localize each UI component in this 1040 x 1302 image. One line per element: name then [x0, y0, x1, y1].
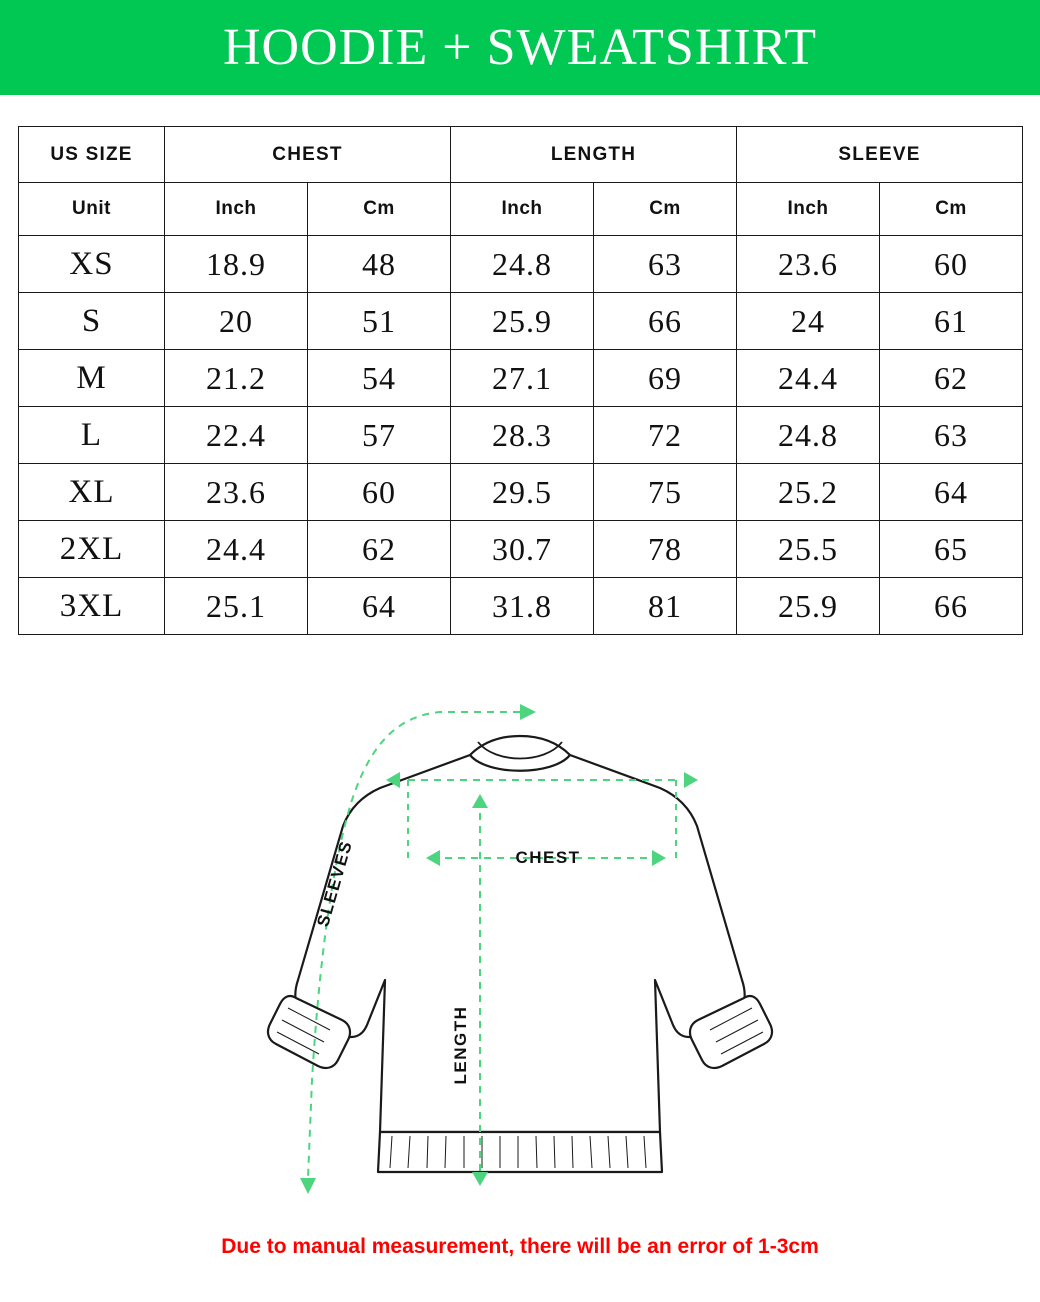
cell-sleeve-cm: 62 [880, 350, 1023, 407]
cell-sleeve-cm: 63 [880, 407, 1023, 464]
cell-sleeve-cm: 64 [880, 464, 1023, 521]
cell-chest-inch: 21.2 [165, 350, 308, 407]
cell-length-inch: 29.5 [451, 464, 594, 521]
table-row [19, 464, 1023, 521]
cell-sleeve-cm: 60 [880, 236, 1023, 293]
cell-length-cm: 69 [594, 350, 737, 407]
cell-size: XL [19, 464, 165, 521]
cell-sleeve-inch: 23.6 [737, 236, 880, 293]
cell-length-inch: 31.8 [451, 578, 594, 635]
cell-length-cm: 81 [594, 578, 737, 635]
size-table [18, 126, 1023, 635]
table-row [19, 350, 1023, 407]
size-table-container [18, 126, 1022, 635]
cell-length-inch: 25.9 [451, 293, 594, 350]
cell-chest-cm: 64 [308, 578, 451, 635]
cell-chest-cm: 54 [308, 350, 451, 407]
cell-chest-inch: 22.4 [165, 407, 308, 464]
cell-size: XS [19, 236, 165, 293]
cell-length-cm: 78 [594, 521, 737, 578]
label-sleeves: SLEEVES [313, 838, 357, 929]
cell-sleeve-inch: 25.5 [737, 521, 880, 578]
cell-size: 3XL [19, 578, 165, 635]
header-sleeve-cm: Cm [880, 183, 1023, 236]
cell-length-cm: 72 [594, 407, 737, 464]
header-length: LENGTH [451, 127, 737, 183]
cell-size: S [19, 293, 165, 350]
cell-chest-cm: 51 [308, 293, 451, 350]
table-header-units [19, 183, 1023, 236]
cell-length-cm: 66 [594, 293, 737, 350]
header-length-cm: Cm [594, 183, 737, 236]
table-row [19, 407, 1023, 464]
header-us-size: US SIZE [19, 127, 165, 183]
garment-outline [268, 736, 772, 1172]
cell-sleeve-cm: 61 [880, 293, 1023, 350]
table-header-groups [19, 127, 1023, 183]
cell-chest-inch: 25.1 [165, 578, 308, 635]
label-length: LENGTH [451, 1005, 470, 1085]
cell-sleeve-inch: 25.2 [737, 464, 880, 521]
cell-length-cm: 75 [594, 464, 737, 521]
header-sleeve-inch: Inch [737, 183, 880, 236]
cell-size: M [19, 350, 165, 407]
cell-length-inch: 30.7 [451, 521, 594, 578]
cell-length-cm: 63 [594, 236, 737, 293]
cell-sleeve-inch: 24.4 [737, 350, 880, 407]
header-unit: Unit [19, 183, 165, 236]
cell-chest-cm: 60 [308, 464, 451, 521]
header-sleeve: SLEEVE [737, 127, 1023, 183]
table-row [19, 293, 1023, 350]
cell-size: L [19, 407, 165, 464]
cell-sleeve-inch: 24 [737, 293, 880, 350]
label-chest: CHEST [515, 848, 581, 867]
table-row [19, 521, 1023, 578]
cell-chest-cm: 62 [308, 521, 451, 578]
cell-sleeve-cm: 65 [880, 521, 1023, 578]
measurement-diagram [0, 680, 1040, 1240]
cell-length-inch: 28.3 [451, 407, 594, 464]
cell-sleeve-inch: 24.8 [737, 407, 880, 464]
header-chest-inch: Inch [165, 183, 308, 236]
cell-length-inch: 27.1 [451, 350, 594, 407]
cell-chest-cm: 57 [308, 407, 451, 464]
cell-size: 2XL [19, 521, 165, 578]
table-row [19, 578, 1023, 635]
header-chest: CHEST [165, 127, 451, 183]
cell-chest-cm: 48 [308, 236, 451, 293]
cell-chest-inch: 18.9 [165, 236, 308, 293]
cell-sleeve-inch: 25.9 [737, 578, 880, 635]
page-title: HOODIE + SWEATSHIRT [222, 18, 818, 76]
cell-length-inch: 24.8 [451, 236, 594, 293]
sweatshirt-diagram-svg [0, 680, 1040, 1240]
measurement-disclaimer: Due to manual measurement, there will be an error of 1-3cm [221, 1235, 819, 1258]
header-length-inch: Inch [451, 183, 594, 236]
table-row [19, 236, 1023, 293]
cell-chest-inch: 23.6 [165, 464, 308, 521]
cell-chest-inch: 24.4 [165, 521, 308, 578]
cell-sleeve-cm: 66 [880, 578, 1023, 635]
header-banner [0, 0, 1040, 95]
cell-chest-inch: 20 [165, 293, 308, 350]
header-chest-cm: Cm [308, 183, 451, 236]
